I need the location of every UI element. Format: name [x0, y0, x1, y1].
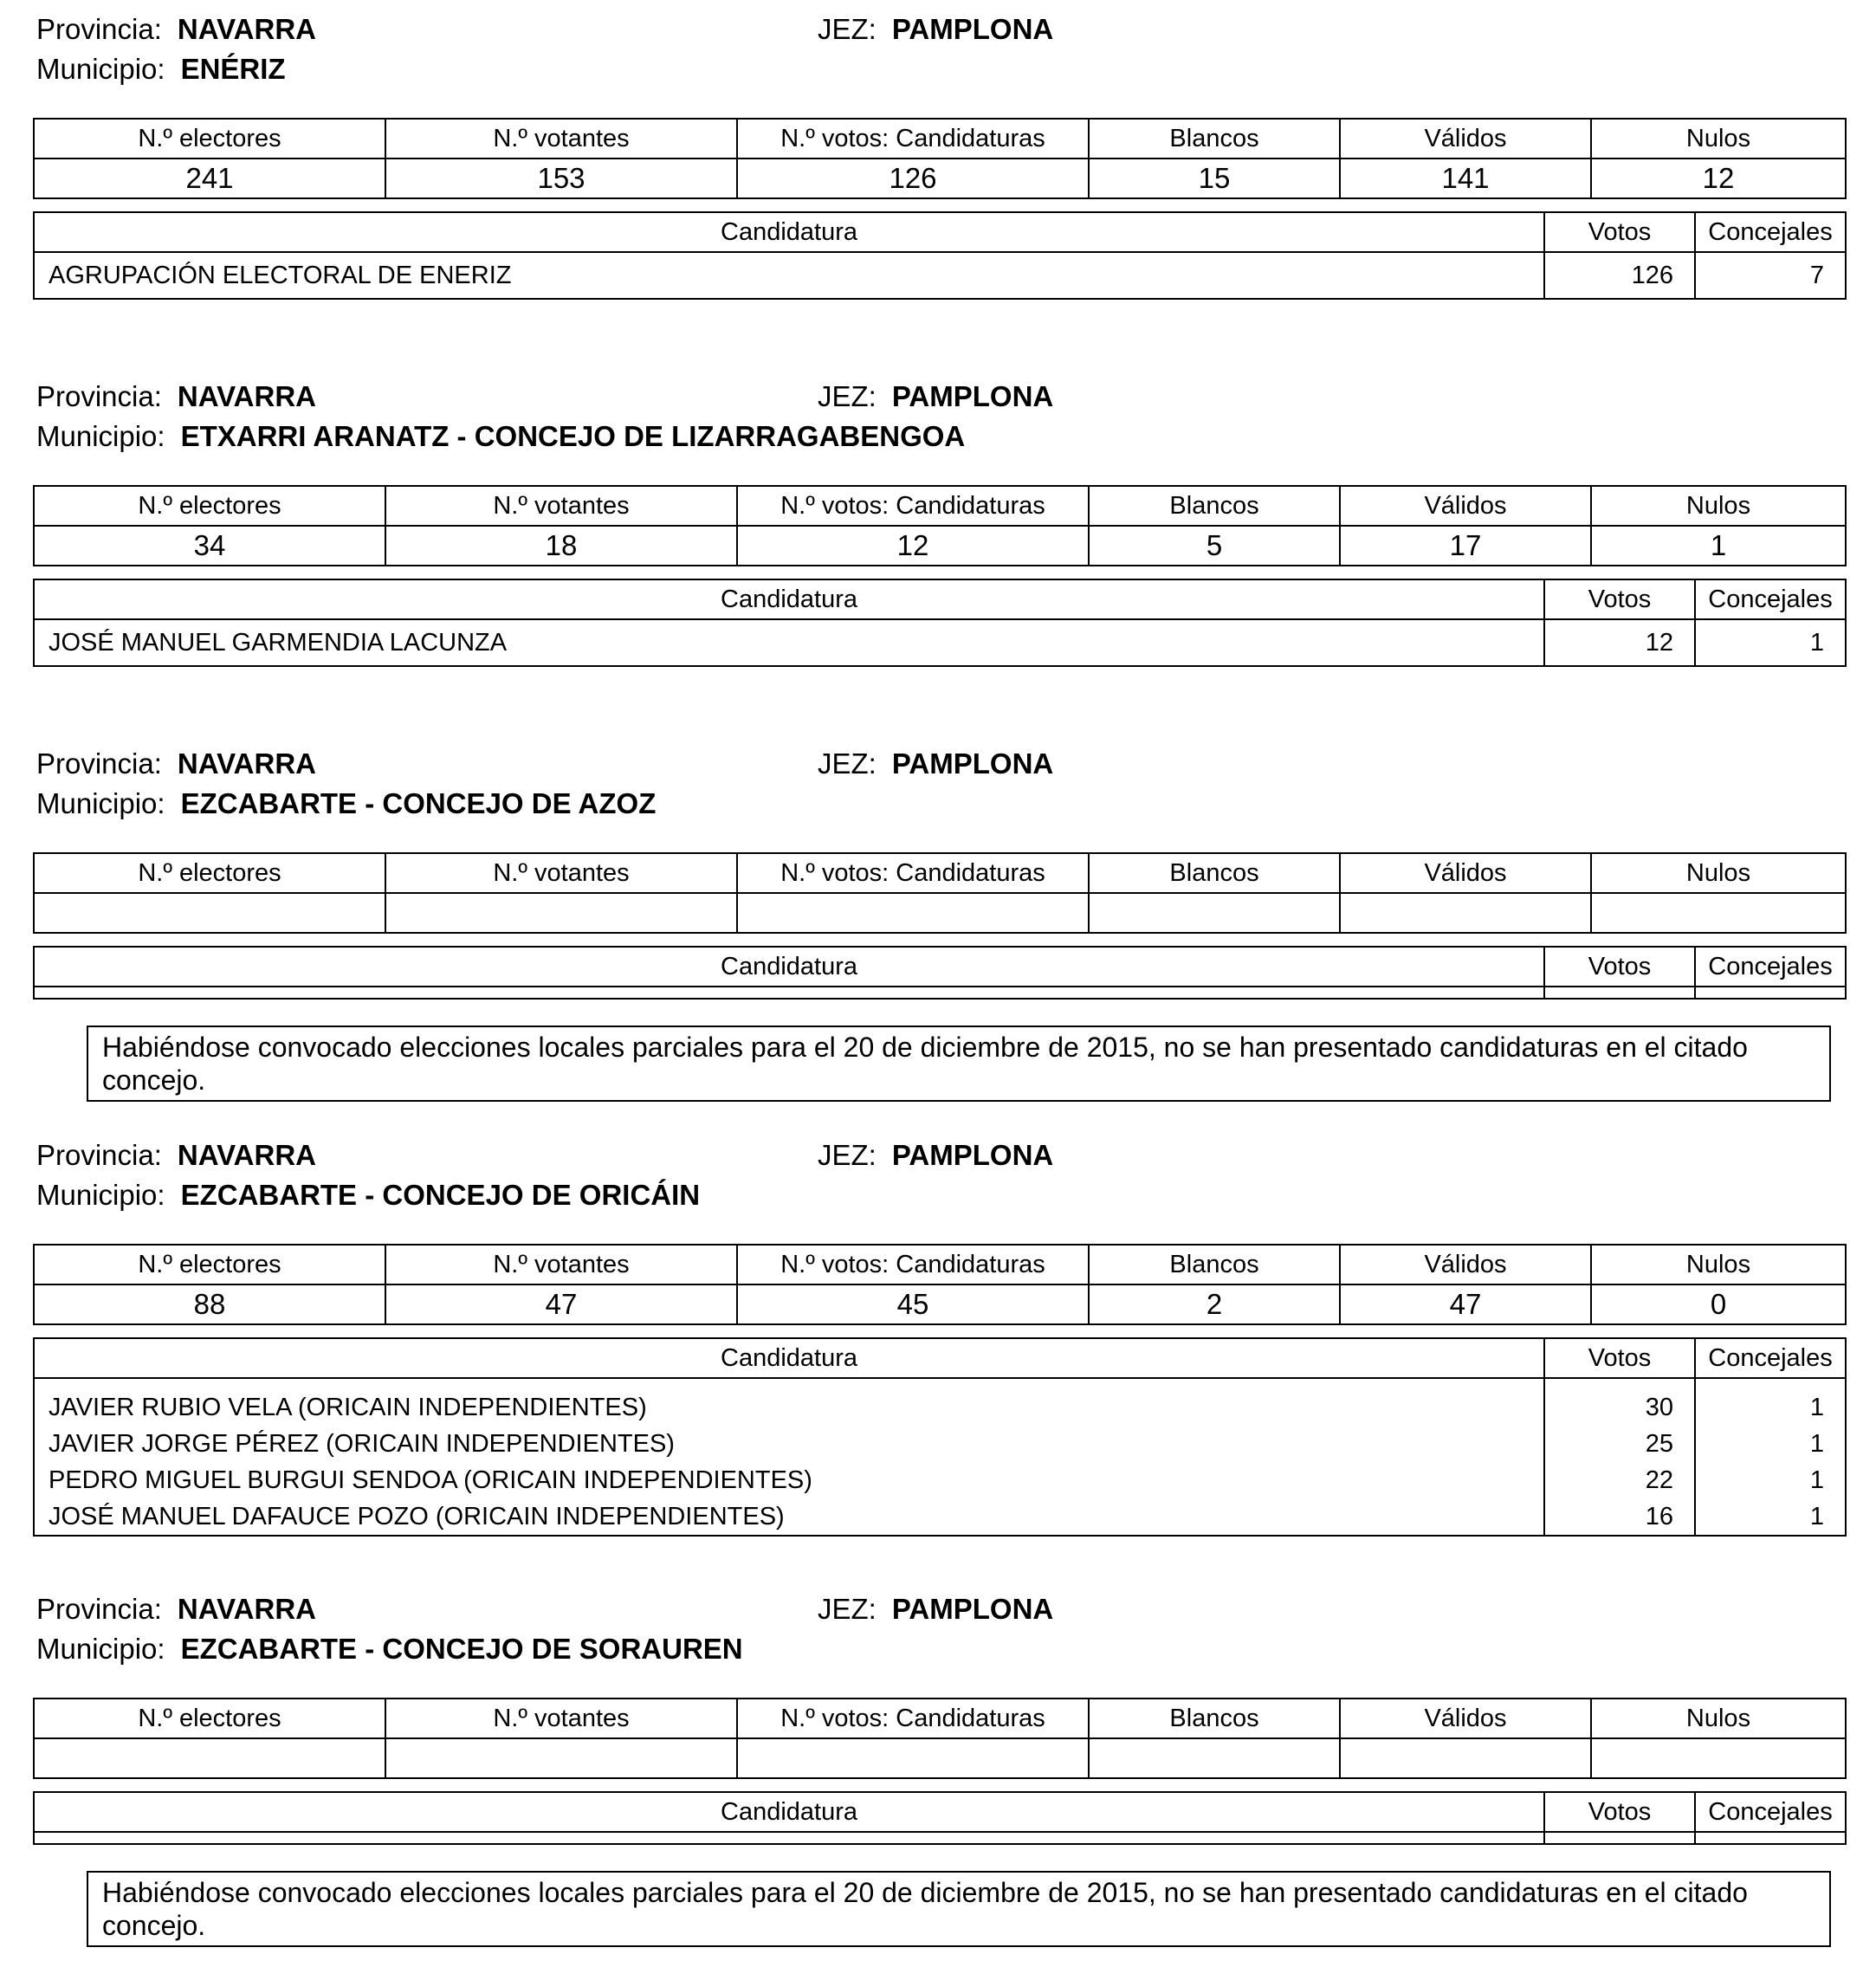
stats-value-cell: 241	[34, 159, 385, 198]
candidate-row	[34, 619, 1846, 666]
stats-header-cell: N.º votos: Candidaturas	[737, 853, 1089, 893]
stats-header-cell: Nulos	[1591, 1245, 1846, 1284]
stats-table	[33, 852, 1847, 934]
candidate-votos: 12	[1544, 619, 1695, 666]
provincia-label: Provincia:	[36, 380, 162, 412]
stats-header-cell: Nulos	[1591, 853, 1846, 893]
provincia-label: Provincia:	[36, 747, 162, 780]
stats-header-cell: Nulos	[1591, 1699, 1846, 1738]
candidates-header-cell: Concejales	[1695, 947, 1846, 987]
stats-header-cell: Blancos	[1089, 486, 1340, 526]
stats-header-cell: Blancos	[1089, 853, 1340, 893]
stats-value-cell: 34	[34, 526, 385, 566]
stats-value-cell: 17	[1340, 526, 1591, 566]
provincia-line	[36, 1138, 316, 1173]
candidate-name: JAVIER JORGE PÉREZ (ORICAIN INDEPENDIENTES)	[34, 1426, 1544, 1462]
stats-header-cell: Válidos	[1340, 486, 1591, 526]
jez-line	[818, 379, 1053, 414]
stats-value-cell: 141	[1340, 159, 1591, 198]
candidate-votos: 30	[1544, 1389, 1695, 1426]
jez-label: JEZ:	[818, 1139, 877, 1171]
stats-value-cell	[34, 1738, 385, 1778]
stats-header-cell: N.º electores	[34, 1245, 385, 1284]
stats-header-cell: N.º votantes	[385, 1699, 737, 1738]
candidates-header-cell: Candidatura	[34, 212, 1544, 252]
municipio-label: Municipio:	[36, 53, 165, 85]
candidates-table	[33, 1791, 1847, 1845]
stats-header-row	[34, 119, 1846, 159]
candidates-table	[33, 211, 1847, 300]
provincia-value: NAVARRA	[177, 1139, 316, 1171]
jez-line	[818, 747, 1053, 781]
municipio-value: ETXARRI ARANATZ - CONCEJO DE LIZARRAGABENGOA	[180, 420, 966, 452]
jez-value: PAMPLONA	[891, 13, 1054, 45]
provincia-label: Provincia:	[36, 1139, 162, 1171]
candidates-header-cell: Candidatura	[34, 579, 1544, 619]
provincia-value: NAVARRA	[177, 380, 316, 412]
stats-value-cell	[1591, 893, 1846, 933]
stats-header-cell: N.º votantes	[385, 853, 737, 893]
stats-header-cell: Válidos	[1340, 853, 1591, 893]
stats-value-cell: 5	[1089, 526, 1340, 566]
stats-value-cell: 2	[1089, 1284, 1340, 1324]
candidate-concejales: 1	[1695, 1426, 1846, 1462]
candidate-concejales: 7	[1695, 252, 1846, 299]
stats-value-cell: 15	[1089, 159, 1340, 198]
candidate-votos: 126	[1544, 252, 1695, 299]
candidates-header-row	[34, 1338, 1846, 1378]
jez-label: JEZ:	[818, 747, 877, 780]
stats-header-cell: N.º votantes	[385, 119, 737, 159]
candidate-row	[34, 252, 1846, 299]
jez-label: JEZ:	[818, 380, 877, 412]
stats-value-cell: 12	[1591, 159, 1846, 198]
jez-line	[818, 1592, 1053, 1627]
candidate-name: PEDRO MIGUEL BURGUI SENDOA (ORICAIN INDEPENDIENTES)	[34, 1462, 1544, 1498]
candidates-header-cell: Candidatura	[34, 1792, 1544, 1832]
candidates-table	[33, 1337, 1847, 1537]
candidate-concejales: 1	[1695, 1389, 1846, 1426]
stats-value-cell: 45	[737, 1284, 1089, 1324]
stats-header-cell: N.º electores	[34, 119, 385, 159]
municipio-line	[36, 1632, 743, 1666]
provincia-value: NAVARRA	[177, 13, 316, 45]
candidates-header-cell: Votos	[1544, 579, 1695, 619]
candidate-concejales: 1	[1695, 619, 1846, 666]
stats-value-cell: 18	[385, 526, 737, 566]
stats-header-cell: N.º votantes	[385, 1245, 737, 1284]
note-box: Habiéndose convocado elecciones locales parciales para el 20 de diciembre de 2015, no se han presentado candidaturas en el citado concejo.	[87, 1026, 1831, 1102]
candidate-concejales: 1	[1695, 1462, 1846, 1498]
stats-value-cell	[385, 1738, 737, 1778]
provincia-line	[36, 12, 316, 47]
stats-value-cell: 1	[1591, 526, 1846, 566]
stats-value-row	[34, 526, 1846, 566]
stats-value-row	[34, 1738, 1846, 1778]
stats-table	[33, 1244, 1847, 1325]
municipio-line	[36, 419, 965, 454]
stats-table	[33, 118, 1847, 199]
stats-value-cell	[1089, 1738, 1340, 1778]
candidates-header-cell: Votos	[1544, 947, 1695, 987]
candidates-table	[33, 946, 1847, 1000]
stats-value-cell: 0	[1591, 1284, 1846, 1324]
stats-value-cell: 153	[385, 159, 737, 198]
stats-header-cell: Blancos	[1089, 1699, 1340, 1738]
candidates-header-row	[34, 579, 1846, 619]
candidates-header-cell: Candidatura	[34, 947, 1544, 987]
candidates-header-row	[34, 212, 1846, 252]
stats-header-cell: N.º electores	[34, 853, 385, 893]
candidate-row	[34, 1426, 1846, 1462]
candidates-header-cell: Concejales	[1695, 579, 1846, 619]
candidates-header-cell: Votos	[1544, 1792, 1695, 1832]
candidates-header-cell: Concejales	[1695, 1792, 1846, 1832]
stats-value-cell: 126	[737, 159, 1089, 198]
candidates-header-cell: Votos	[1544, 1338, 1695, 1378]
stats-table	[33, 1698, 1847, 1779]
stats-value-cell	[1591, 1738, 1846, 1778]
jez-value: PAMPLONA	[891, 1139, 1054, 1171]
candidate-name: AGRUPACIÓN ELECTORAL DE ENERIZ	[34, 252, 1544, 299]
jez-label: JEZ:	[818, 1593, 877, 1625]
candidate-votos: 25	[1544, 1426, 1695, 1462]
candidates-header-cell: Concejales	[1695, 212, 1846, 252]
stats-header-cell: Válidos	[1340, 1245, 1591, 1284]
candidates-header-cell: Candidatura	[34, 1338, 1544, 1378]
stats-value-cell	[34, 893, 385, 933]
stats-header-cell: N.º electores	[34, 486, 385, 526]
stats-value-cell	[1089, 893, 1340, 933]
municipio-line	[36, 1178, 700, 1213]
stats-header-row	[34, 486, 1846, 526]
stats-value-cell: 88	[34, 1284, 385, 1324]
stats-header-cell: Válidos	[1340, 119, 1591, 159]
candidate-name: JOSÉ MANUEL GARMENDIA LACUNZA	[34, 619, 1544, 666]
jez-line	[818, 12, 1053, 47]
stats-header-row	[34, 1699, 1846, 1738]
stats-header-cell: N.º electores	[34, 1699, 385, 1738]
stats-header-cell: Blancos	[1089, 1245, 1340, 1284]
municipio-label: Municipio:	[36, 1179, 165, 1211]
candidate-concejales: 1	[1695, 1498, 1846, 1536]
provincia-value: NAVARRA	[177, 1593, 316, 1625]
jez-value: PAMPLONA	[891, 380, 1054, 412]
municipio-label: Municipio:	[36, 420, 165, 452]
stats-header-cell: N.º votos: Candidaturas	[737, 1245, 1089, 1284]
stats-header-cell: N.º votos: Candidaturas	[737, 486, 1089, 526]
stats-header-cell: N.º votantes	[385, 486, 737, 526]
municipio-line	[36, 52, 286, 87]
municipio-label: Municipio:	[36, 1633, 165, 1665]
candidate-row	[34, 1389, 1846, 1426]
stats-value-row	[34, 159, 1846, 198]
candidates-header-cell: Votos	[1544, 212, 1695, 252]
candidates-header-row	[34, 947, 1846, 987]
municipio-value: EZCABARTE - CONCEJO DE AZOZ	[180, 787, 657, 819]
candidate-name: JAVIER RUBIO VELA (ORICAIN INDEPENDIENTES)	[34, 1389, 1544, 1426]
stats-header-cell: Válidos	[1340, 1699, 1591, 1738]
stats-value-cell	[1340, 1738, 1591, 1778]
provincia-line	[36, 379, 316, 414]
jez-value: PAMPLONA	[891, 1593, 1054, 1625]
jez-value: PAMPLONA	[891, 747, 1054, 780]
note-box: Habiéndose convocado elecciones locales parciales para el 20 de diciembre de 2015, no se han presentado candidaturas en el citado concejo.	[87, 1871, 1831, 1947]
stats-value-row	[34, 893, 1846, 933]
stats-header-row	[34, 853, 1846, 893]
provincia-value: NAVARRA	[177, 747, 316, 780]
stats-value-cell: 12	[737, 526, 1089, 566]
empty-row	[34, 987, 1846, 999]
stats-header-cell: N.º votos: Candidaturas	[737, 119, 1089, 159]
stats-header-cell: Nulos	[1591, 486, 1846, 526]
provincia-line	[36, 1592, 316, 1627]
municipio-label: Municipio:	[36, 787, 165, 819]
candidate-row	[34, 1462, 1846, 1498]
stats-value-cell	[385, 893, 737, 933]
stats-value-cell: 47	[385, 1284, 737, 1324]
provincia-line	[36, 747, 316, 781]
stats-header-cell: Nulos	[1591, 119, 1846, 159]
stats-header-cell: N.º votos: Candidaturas	[737, 1699, 1089, 1738]
candidates-header-row	[34, 1792, 1846, 1832]
provincia-label: Provincia:	[36, 13, 162, 45]
candidates-table	[33, 579, 1847, 667]
jez-label: JEZ:	[818, 13, 877, 45]
stats-value-row	[34, 1284, 1846, 1324]
jez-line	[818, 1138, 1053, 1173]
candidates-header-cell: Concejales	[1695, 1338, 1846, 1378]
municipio-value: EZCABARTE - CONCEJO DE SORAUREN	[180, 1633, 743, 1665]
candidate-row	[34, 1498, 1846, 1536]
stats-value-cell: 47	[1340, 1284, 1591, 1324]
stats-header-cell: Blancos	[1089, 119, 1340, 159]
municipio-value: ENÉRIZ	[180, 53, 286, 85]
empty-row	[34, 1832, 1846, 1844]
stats-value-cell	[737, 1738, 1089, 1778]
municipio-line	[36, 786, 656, 821]
candidate-votos: 16	[1544, 1498, 1695, 1536]
stats-header-row	[34, 1245, 1846, 1284]
municipio-value: EZCABARTE - CONCEJO DE ORICÁIN	[180, 1179, 701, 1211]
spacer-row	[34, 1378, 1846, 1389]
provincia-label: Provincia:	[36, 1593, 162, 1625]
candidate-name: JOSÉ MANUEL DAFAUCE POZO (ORICAIN INDEPENDIENTES)	[34, 1498, 1544, 1536]
stats-value-cell	[1340, 893, 1591, 933]
stats-value-cell	[737, 893, 1089, 933]
candidate-votos: 22	[1544, 1462, 1695, 1498]
stats-table	[33, 485, 1847, 566]
